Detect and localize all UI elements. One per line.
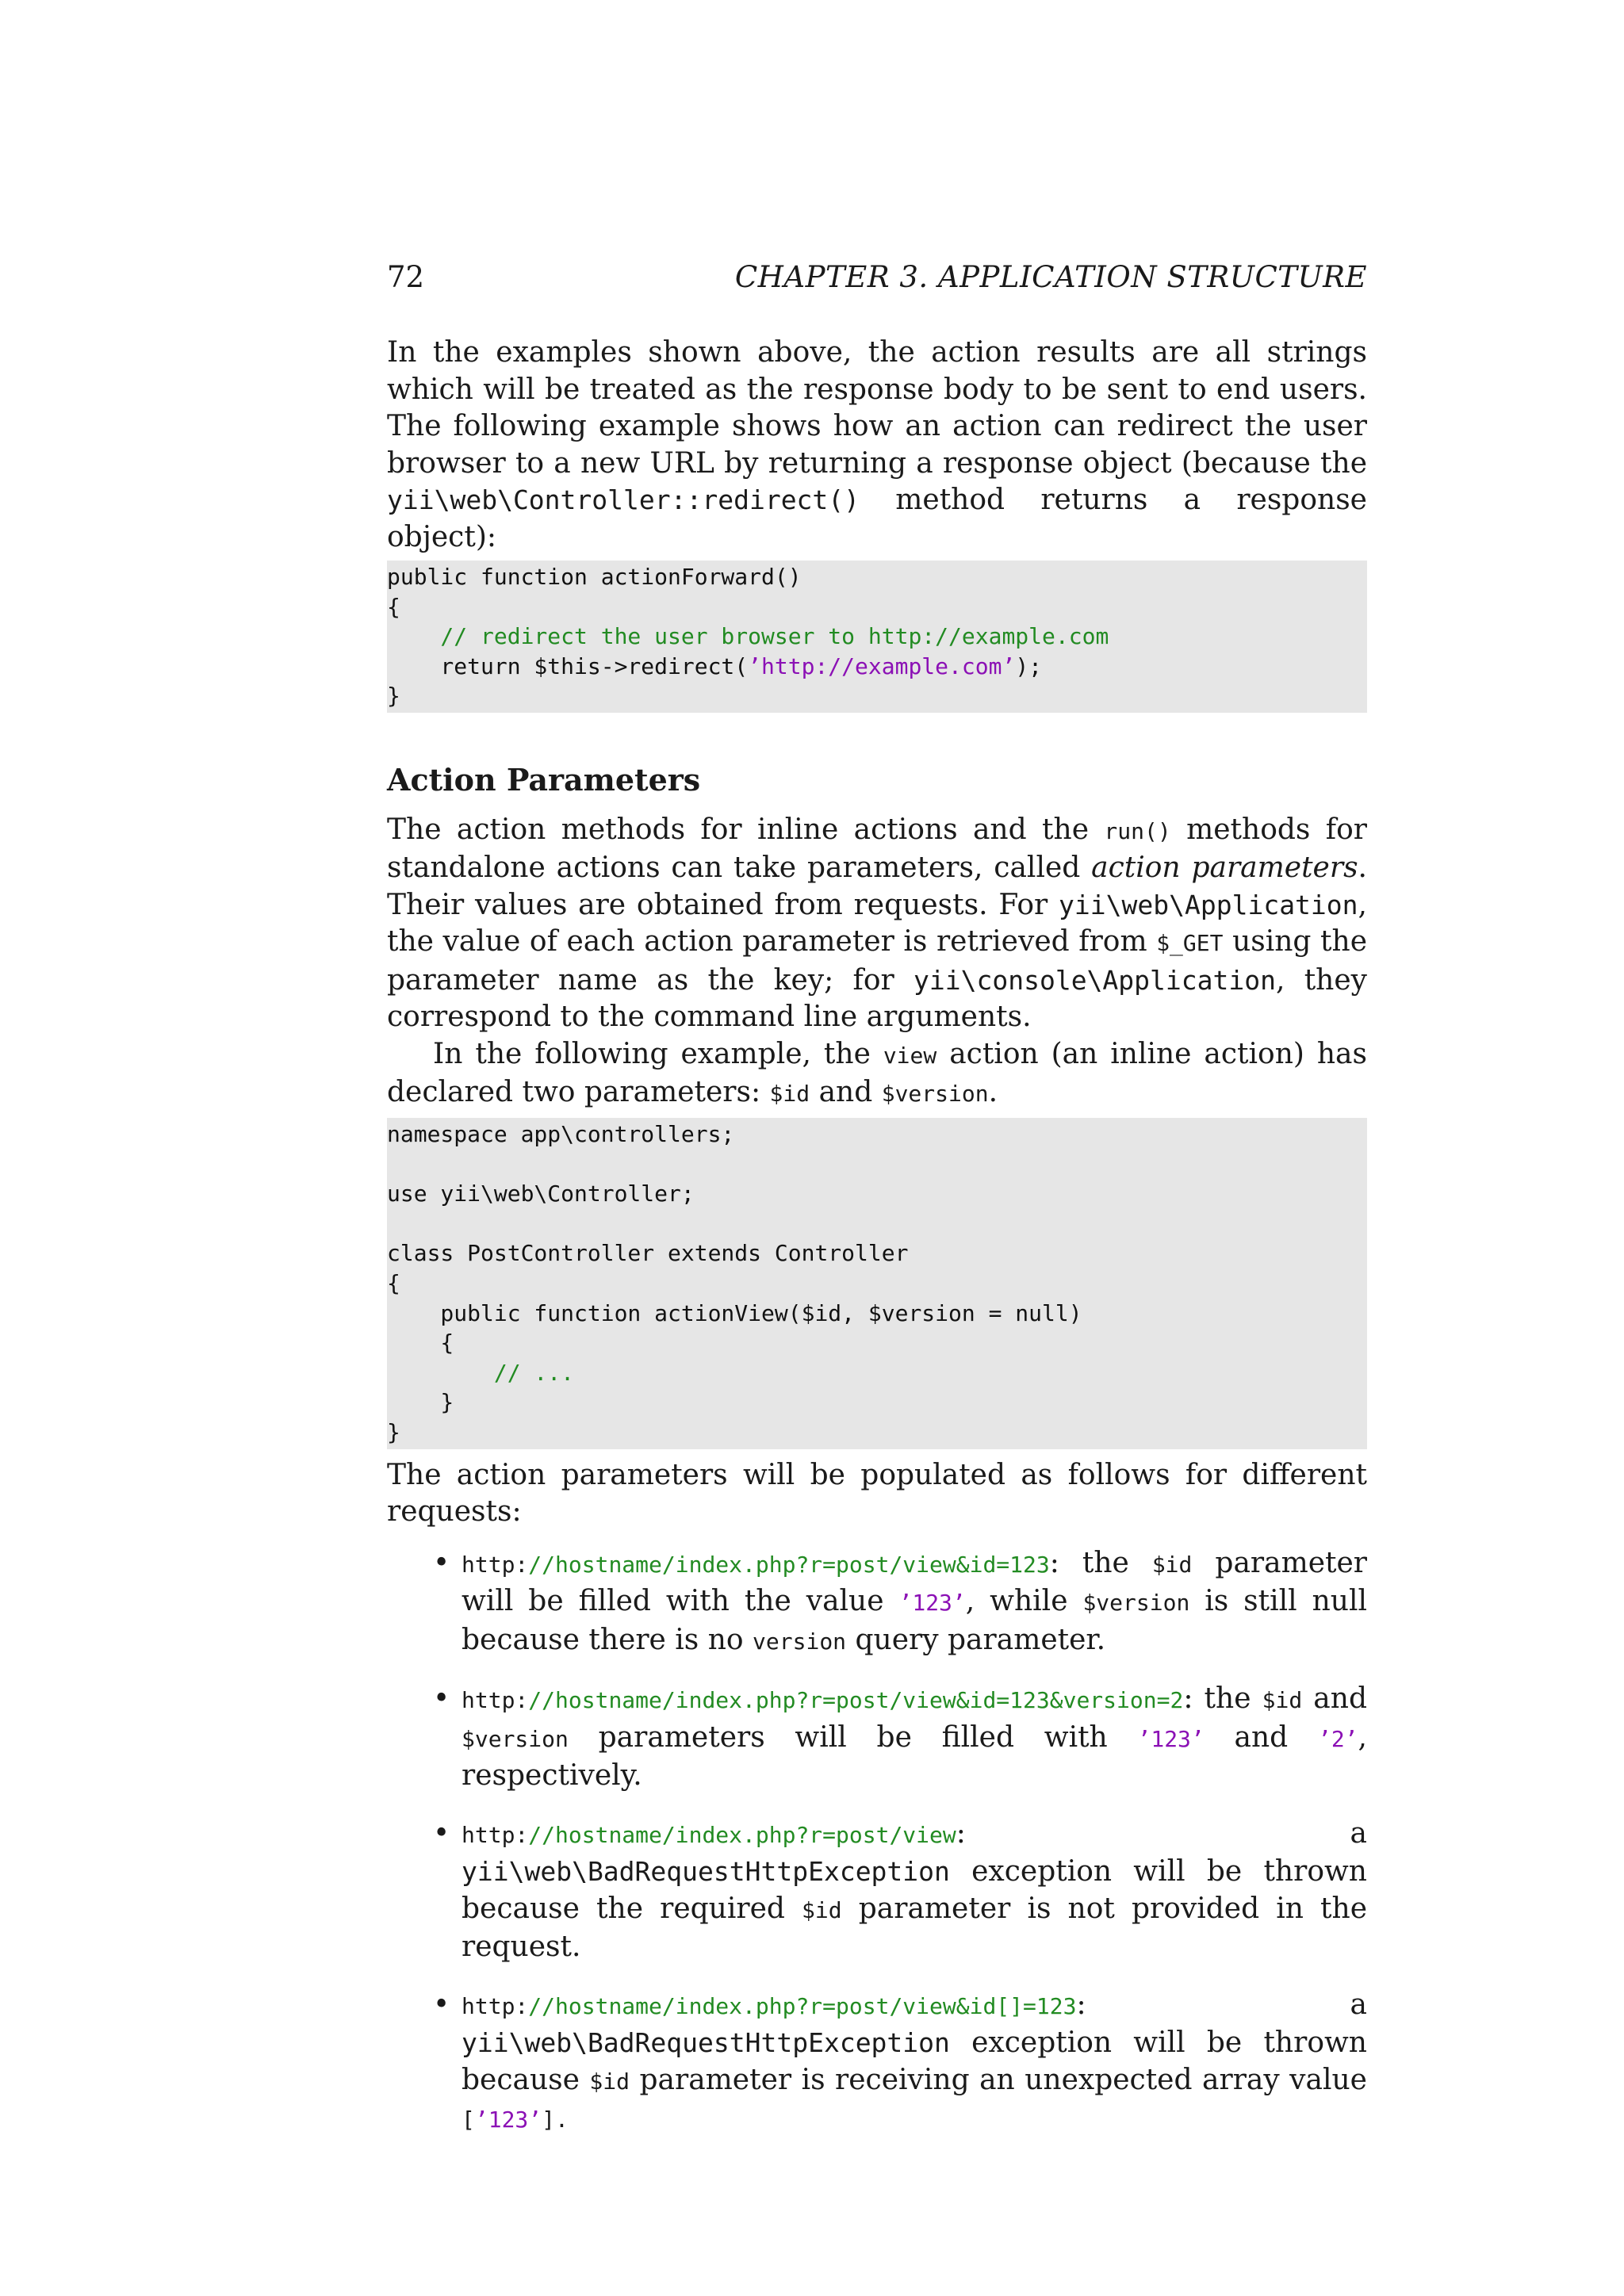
book-page xyxy=(387,254,1367,2160)
code-block-controller xyxy=(387,1118,1367,1449)
code-line: namespace app\controllers; xyxy=(387,1120,735,1147)
example-url: //hostname/index.php?r=post/view xyxy=(528,1821,956,1848)
code-line xyxy=(387,1150,1367,1180)
code-string: ’http://example.com’ xyxy=(748,652,1016,679)
request-examples-list xyxy=(387,1545,1367,2139)
code-block-redirect xyxy=(387,561,1367,713)
page-header xyxy=(387,254,1367,304)
code-line xyxy=(387,1209,1367,1239)
bullet-icon: • xyxy=(433,1816,450,1850)
code-comment: // ... xyxy=(387,1359,575,1386)
bullet-icon: • xyxy=(433,1682,450,1715)
example-url: //hostname/index.php?r=post/view&id=123 xyxy=(528,1551,1050,1578)
list-item: • http://hostname/index.php?r=post/view&id=123: the $id parameter will be filled with the value ’123’, while $version is still null because there is no version query parameter. xyxy=(433,1546,1368,1656)
populated-paragraph: The action parameters will be populated as follows for different requests: xyxy=(387,1458,1367,1528)
list-item: • http://hostname/index.php?r=post/view&id=123&version=2: the $id and $version parameters will be filled with ’123’ and ’2’, respectively. xyxy=(433,1682,1367,1792)
code-line: class PostController extends Controller xyxy=(387,1240,909,1267)
bullet-icon: • xyxy=(433,1546,450,1579)
example-url: //hostname/index.php?r=post/view&id[]=123 xyxy=(528,1992,1077,2019)
section-heading: Action Parameters xyxy=(387,761,701,798)
intro-paragraph: In the examples shown above, the action results are all strings which will be treated as the response body to be sent to end users. The following example shows how an action can redirect the user browser to a new URL by returning a response object (because the yii\web\Controller::redirect() method returns a response object): xyxy=(387,336,1367,553)
chapter-title: CHAPTER 3. APPLICATION STRUCTURE xyxy=(734,260,1367,294)
bullet-icon: • xyxy=(433,1988,450,2021)
list-item: • http://hostname/index.php?r=post/view&id[]=123: a yii\web\BadRequestHttpException exception will be thrown because $id parameter is receiving an unexpected array value [’123’]. xyxy=(433,1988,1367,2133)
code-line: use yii\web\Controller; xyxy=(387,1181,695,1207)
code-line: } xyxy=(387,1418,400,1445)
action-params-paragraph: The action methods for inline actions and the run() methods for standalone actions can take parameters, called action parameters. Their values are obtained from requests. For yii\web\Application, the value of each action parameter is retrieved from $_GET using the parameter name as the key; for yii\console\Application, they correspond to the command line arguments. xyxy=(387,813,1368,1034)
code-line: { xyxy=(387,1330,454,1357)
list-item: • http://hostname/index.php?r=post/view: a yii\web\BadRequestHttpException exception will be thrown because the required $id parameter is not provided in the request. xyxy=(433,1816,1368,1963)
code-line: } xyxy=(387,683,400,710)
example-intro-paragraph: In the following example, the view action (an inline action) has declared two parameters: $id and $version. xyxy=(387,1037,1367,1109)
code-line: { xyxy=(387,593,400,620)
example-url: //hostname/index.php?r=post/view&id=123&version=2 xyxy=(528,1687,1184,1713)
code-line: return $this->redirect(’http://example.com’); xyxy=(387,652,1043,679)
code-line: } xyxy=(387,1389,454,1416)
inline-code: yii\web\Controller::redirect() xyxy=(387,484,860,515)
code-comment: // redirect the user browser to http://example.com xyxy=(387,623,1109,650)
code-line: public function actionView($id, $version = null) xyxy=(387,1299,1082,1326)
code-line: { xyxy=(387,1269,400,1296)
code-line: public function actionForward() xyxy=(387,564,802,590)
page-number: 72 xyxy=(387,260,425,294)
